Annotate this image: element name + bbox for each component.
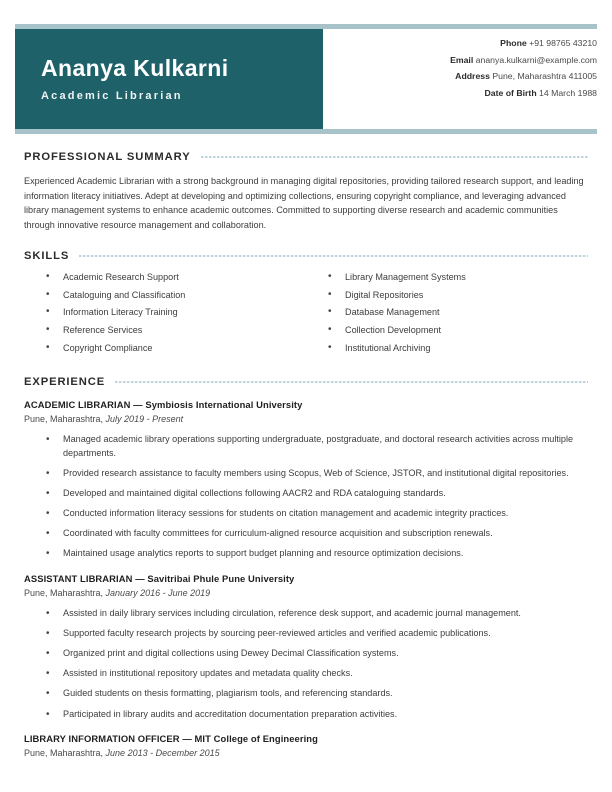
contact-details	[337, 35, 597, 102]
skill-item: • Digital Repositories	[328, 289, 588, 302]
job-dates: January 2016 - June 2019	[105, 588, 211, 599]
job-bullet: • Coordinated with faculty committees for curriculum-aligned resource acquisition and subscription renewals.	[46, 527, 588, 541]
job-bullet: • Assisted in daily library services including circulation, reference desk support, and academic journal management.	[46, 607, 588, 621]
skills-heading-row	[24, 250, 588, 262]
job-title: LIBRARY INFORMATION OFFICER — MIT College of Engineering	[24, 733, 318, 745]
skill-item: • Library Management Systems	[328, 271, 588, 284]
header-bottom-rule	[15, 129, 597, 134]
experience-heading-row	[24, 376, 588, 388]
contact-label: Phone	[500, 38, 527, 48]
skill-item: • Reference Services	[46, 324, 306, 337]
job-bullet: • Organized print and digital collections using Dewey Decimal Classification systems.	[46, 647, 588, 661]
candidate-role: Academic Librarian	[41, 90, 183, 103]
experience-heading: EXPERIENCE	[24, 376, 106, 389]
job-bullet: • Provided research assistance to faculty members using Scopus, Web of Science, JSTOR, and institutional digital repositories.	[46, 467, 588, 481]
skills-columns	[24, 271, 588, 359]
skill-item: • Cataloguing and Classification	[46, 289, 306, 302]
job-bullet: • Developed and maintained digital collections following AACR2 and RDA cataloguing standards.	[46, 487, 588, 501]
section-professional-summary	[24, 151, 588, 233]
skills-column-right	[306, 271, 588, 359]
job-title: ACADEMIC LIBRARIAN — Symbiosis International University	[24, 399, 303, 411]
job-dates: June 2013 - December 2015	[105, 748, 220, 759]
resume-content	[0, 151, 612, 760]
job-dates: July 2019 - Present	[105, 414, 184, 425]
job-bullet: • Maintained usage analytics reports to support budget planning and resource optimization decisions.	[46, 547, 588, 561]
skill-item: • Information Literacy Training	[46, 306, 306, 319]
job-title: ASSISTANT LIBRARIAN — Savitribai Phule Pune University	[24, 573, 295, 585]
header-band	[0, 29, 612, 129]
job-bullet-list	[24, 607, 588, 721]
job-bullet: • Assisted in institutional repository updates and metadata quality checks.	[46, 667, 588, 681]
summary-heading: PROFESSIONAL SUMMARY	[24, 151, 191, 163]
contact-value: 14 March 1988	[536, 88, 597, 99]
contact-line	[337, 68, 597, 85]
contact-value: Pune, Maharashtra 411005	[489, 71, 597, 82]
header-name-block	[15, 29, 323, 129]
experience-entry	[24, 733, 588, 760]
contact-line	[337, 35, 597, 52]
job-bullet: • Participated in library audits and accreditation documentation preparation activities.	[46, 708, 588, 722]
skill-item: • Academic Research Support	[46, 271, 306, 284]
summary-heading-row	[24, 151, 588, 163]
skill-item: • Collection Development	[328, 324, 588, 337]
job-bullet: • Managed academic library operations supporting undergraduate, postgraduate, and doctoral research activities across multiple departments.	[46, 433, 588, 460]
job-location: Pune, Maharashtra,	[24, 748, 106, 759]
contact-value: ananya.kulkarni@example.com	[473, 54, 597, 65]
summary-text: Experienced Academic Librarian with a strong background in managing digital repositories, providing tailored research support, and leading information literacy initiatives. Adept at developing and optimizing collections, ensuring copyright compliance, and leveraging advanced library management systems to enhance academic outcomes. Committed to supporting diverse research and academic communities through innovative resource management and collaboration.	[24, 176, 584, 231]
job-bullet: • Supported faculty research projects by sourcing peer-reviewed articles and verified academic publications.	[46, 627, 588, 641]
contact-label: Date of Birth	[484, 88, 537, 99]
summary-heading-rule	[201, 156, 588, 158]
experience-list	[24, 399, 588, 760]
skills-column-left	[24, 271, 306, 359]
skill-item: • Copyright Compliance	[46, 342, 306, 355]
job-meta	[24, 413, 588, 426]
section-experience	[24, 376, 588, 760]
job-bullet-list	[24, 433, 588, 561]
experience-heading-rule	[115, 381, 588, 383]
skills-heading: SKILLS	[24, 249, 70, 262]
contact-value: +91 98765 43210	[526, 38, 597, 48]
experience-entry	[24, 399, 588, 561]
job-location: Pune, Maharashtra,	[24, 414, 106, 425]
contact-line	[337, 85, 597, 102]
skills-heading-rule	[79, 255, 588, 257]
skill-item: • Database Management	[328, 306, 588, 319]
job-bullet: • Conducted information literacy sessions for students on citation management and academic integrity practices.	[46, 507, 588, 521]
job-bullet: • Guided students on thesis formatting, plagiarism tools, and referencing standards.	[46, 687, 588, 701]
skill-item: • Institutional Archiving	[328, 342, 588, 355]
contact-label: Address	[455, 71, 490, 82]
experience-entry	[24, 573, 588, 721]
contact-line	[337, 52, 597, 69]
job-location: Pune, Maharashtra,	[24, 588, 106, 599]
contact-label: Email	[450, 54, 474, 65]
section-skills	[24, 250, 588, 359]
job-meta	[24, 747, 588, 760]
candidate-name: Ananya Kulkarni	[41, 54, 229, 81]
resume-header	[0, 0, 612, 134]
job-meta	[24, 587, 588, 600]
